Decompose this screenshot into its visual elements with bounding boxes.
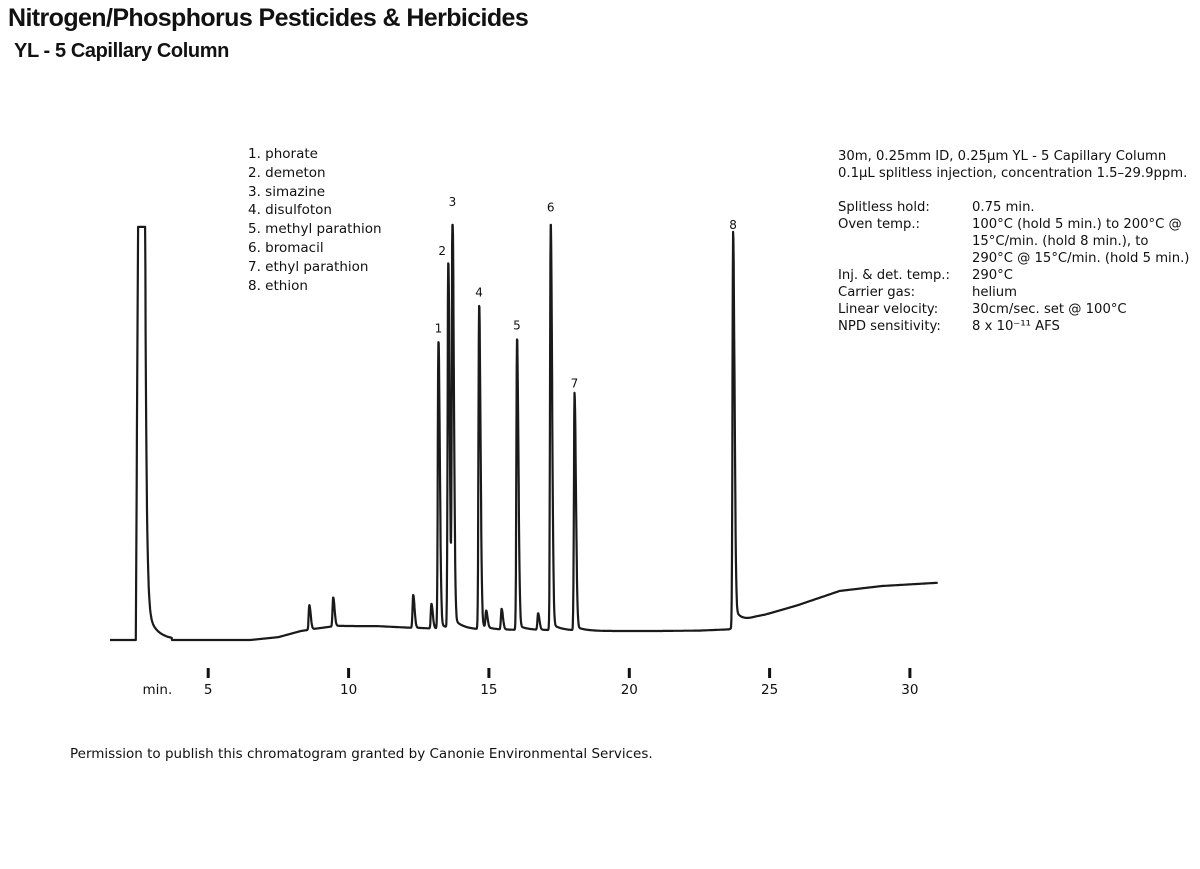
condition-label: Carrier gas: <box>838 285 916 300</box>
x-tick <box>768 668 771 678</box>
column-description: 30m, 0.25mm ID, 0.25μm YL - 5 Capillary Column <box>838 149 1167 164</box>
peak-label: 7 <box>570 376 579 391</box>
legend-item: 1. phorate <box>248 146 318 162</box>
peak-label: 6 <box>546 200 555 215</box>
chromatogram-trace <box>110 225 938 640</box>
legend-item: 6. bromacil <box>248 239 324 256</box>
legend-item: 2. demeton <box>248 164 326 181</box>
x-tick <box>487 668 490 678</box>
x-tick <box>628 668 631 678</box>
peak-label: 3 <box>448 195 457 209</box>
peak-label: 5 <box>513 318 521 333</box>
condition-value-line: helium <box>972 285 1018 300</box>
legend-item: 8. ethion <box>248 277 308 294</box>
injection-description: 0.1μL splitless injection, concentration 1.5–29.9ppm. <box>838 166 1188 181</box>
condition-value-line: 290°C <box>972 268 1013 283</box>
condition-label: NPD sensitivity: <box>838 319 941 334</box>
condition-value-line: 0.75 min. <box>972 200 1035 215</box>
peak-label: 4 <box>475 285 483 300</box>
peak-label: 1 <box>434 321 443 336</box>
x-tick <box>908 668 911 678</box>
condition-value-line: 15°C/min. (hold 8 min.), to <box>972 234 1149 249</box>
x-tick-label: 25 <box>761 682 779 698</box>
x-tick-label: 10 <box>340 682 358 698</box>
x-axis-label: min. <box>142 682 173 698</box>
x-tick-label: 20 <box>620 682 638 698</box>
condition-value-line: 290°C @ 15°C/min. (hold 5 min.) <box>972 251 1190 266</box>
condition-label: Linear velocity: <box>838 302 939 317</box>
peak-label: 2 <box>438 244 447 258</box>
page-title: Nitrogen/Phosphorus Pesticides & Herbicides <box>8 4 529 32</box>
condition-label: Splitless hold: <box>838 200 930 215</box>
x-tick-label: 15 <box>480 682 498 698</box>
x-tick <box>207 668 210 678</box>
permission-note: Permission to publish this chromatogram granted by Canonie Environmental Services. <box>70 746 653 762</box>
legend-item: 5. methyl parathion <box>248 221 382 238</box>
legend-item: 3. simazine <box>248 183 326 200</box>
legend-item: 4. disulfoton <box>248 202 332 219</box>
x-tick-label: 5 <box>203 682 213 698</box>
condition-value-line: 100°C (hold 5 min.) to 200°C @ <box>972 217 1182 232</box>
x-tick-label: 30 <box>901 682 919 698</box>
condition-label: Inj. & det. temp.: <box>838 268 950 283</box>
legend-item: 7. ethyl parathion <box>248 258 369 275</box>
condition-value-line: 8 x 10⁻¹¹ AFS <box>972 319 1060 334</box>
condition-label: Oven temp.: <box>838 217 920 232</box>
condition-value-line: 30cm/sec. set @ 100°C <box>972 302 1127 317</box>
x-axis <box>142 668 918 698</box>
page-subtitle: YL - 5 Capillary Column <box>14 40 229 62</box>
x-tick <box>347 668 350 678</box>
peak-label: 8 <box>729 217 737 232</box>
